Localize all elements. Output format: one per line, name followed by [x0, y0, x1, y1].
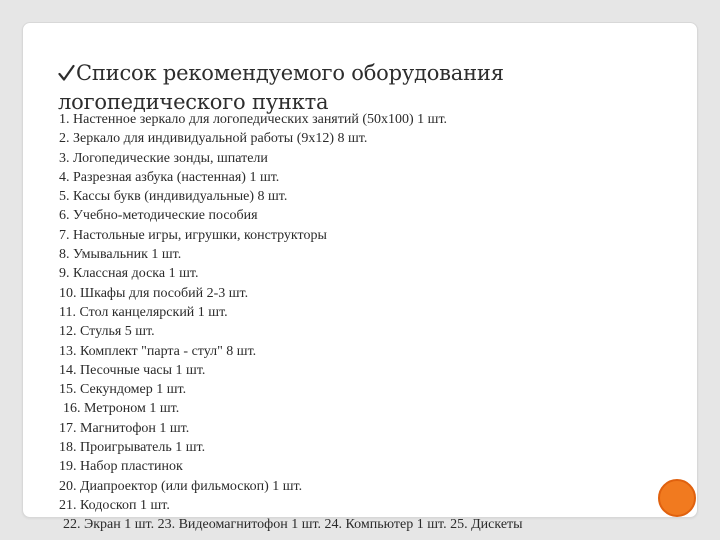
- list-item: 12. Стулья 5 шт.: [59, 324, 155, 340]
- check-icon: [58, 64, 75, 82]
- list-item: 21. Кодоскоп 1 шт.: [59, 497, 170, 513]
- list-item: 17. Магнитофон 1 шт.: [59, 420, 190, 436]
- list-item: 6. Учебно-методические пособия: [59, 208, 258, 224]
- list-item: 19. Набор пластинок: [59, 459, 183, 475]
- orange-circle-button[interactable]: [658, 479, 696, 517]
- list-item: 16. Метроном 1 шт.: [63, 401, 180, 417]
- slide-title: [58, 59, 688, 117]
- list-item: 11. Стол канцелярский 1 шт.: [59, 304, 228, 320]
- equipment-list: [59, 110, 679, 535]
- list-item: 7. Настольные игры, игрушки, конструкторы: [59, 227, 327, 243]
- list-item: 18. Проигрыватель 1 шт.: [59, 440, 206, 456]
- slide-card: [22, 22, 698, 533]
- list-item: 20. Диапроектор (или фильмоскоп) 1 шт.: [59, 478, 303, 494]
- list-item: 15. Секундомер 1 шт.: [59, 382, 187, 398]
- list-item: 14. Песочные часы 1 шт.: [59, 362, 206, 378]
- list-item: 1. Настенное зеркало для логопедических занятий (50х100) 1 шт.: [59, 112, 448, 127]
- list-item: 3. Логопедические зонды, шпатели: [59, 150, 268, 166]
- list-item: 4. Разрезная азбука (настенная) 1 шт.: [59, 169, 280, 185]
- list-item: 8. Умывальник 1 шт.: [59, 247, 182, 263]
- list-item: 5. Кассы букв (индивидуальные) 8 шт.: [59, 189, 288, 205]
- list-item: 10. Шкафы для пособий 2-3 шт.: [59, 285, 249, 301]
- slide-title-text: Список рекомендуемого оборудования логопедического пункта: [58, 61, 504, 114]
- list-item: 2. Зеркало для индивидуальной работы (9х12) 8 шт.: [59, 131, 368, 147]
- list-item: 22. Экран 1 шт. 23. Видеомагнитофон 1 шт. 24. Компьютер 1 шт. 25. Дискеты: [63, 517, 523, 533]
- list-item: 13. Комплект "парта - стул" 8 шт.: [59, 343, 257, 359]
- list-item: 9. Классная доска 1 шт.: [59, 266, 199, 282]
